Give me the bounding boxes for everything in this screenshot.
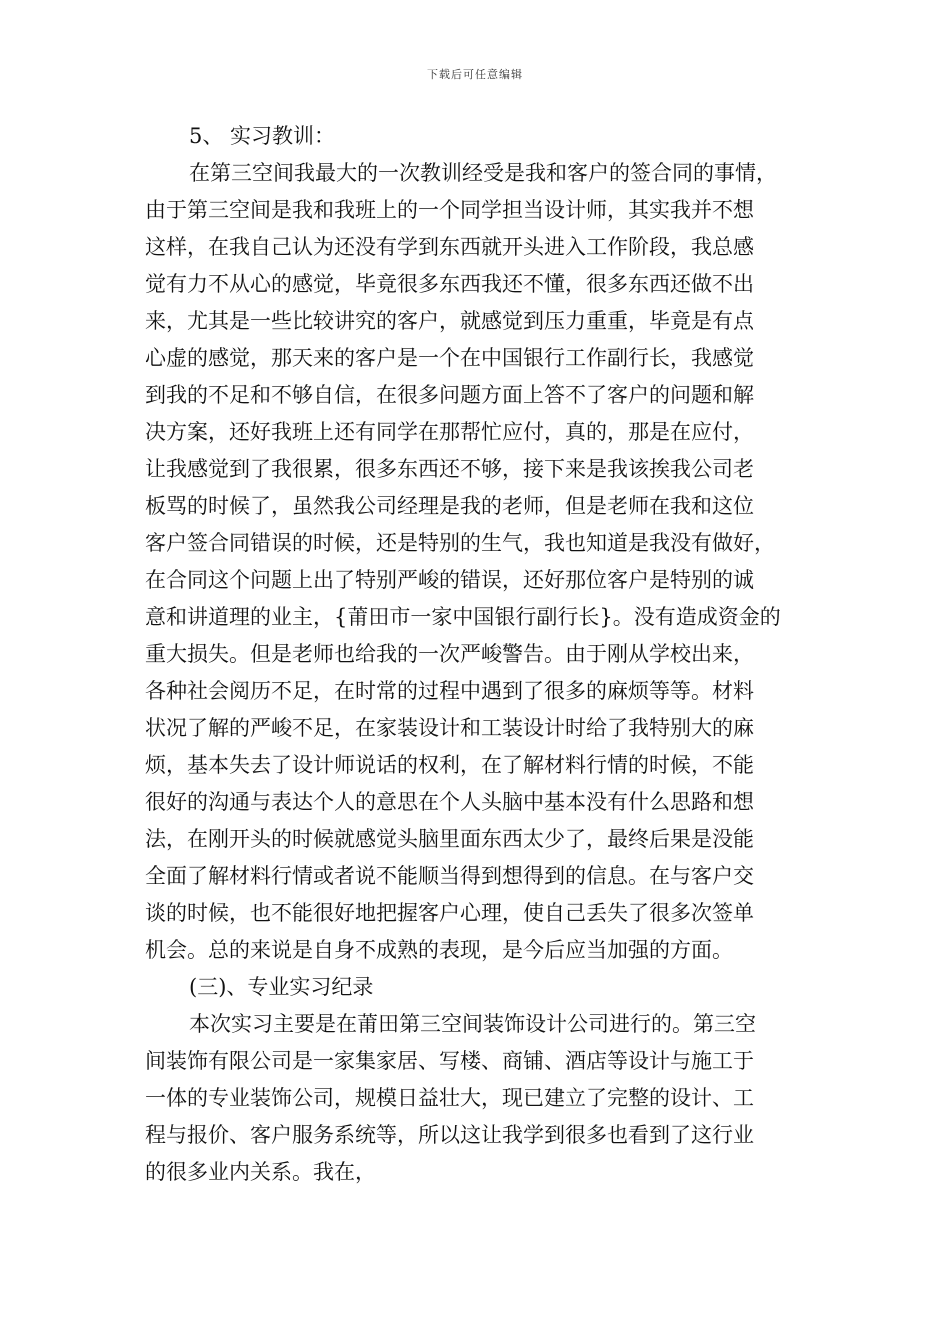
paragraph-line: 很好的沟通与表达个人的意思在个人头脑中基本没有什么思路和想 xyxy=(145,790,754,814)
paragraph-line: 板骂的时候了，虽然我公司经理是我的老师，但是老师在我和这位 xyxy=(145,494,754,518)
paragraph-line: 客户签合同错误的时候，还是特别的生气，我也知道是我没有做好， xyxy=(145,531,775,555)
page-header: 下载后可任意编辑 xyxy=(427,68,523,81)
paragraph-line: 的很多业内关系。我在， xyxy=(145,1160,376,1184)
paragraph-line: 烦，基本失去了设计师说话的权利，在了解材料行情的时候，不能 xyxy=(145,753,754,777)
paragraph-line: 各种社会阅历不足，在时常的过程中遇到了很多的麻烦等等。材料 xyxy=(145,679,754,703)
paragraph-line: 间装饰有限公司是一家集家居、写楼、商铺、酒店等设计与施工于 xyxy=(145,1049,754,1073)
paragraph-line: 本次实习主要是在莆田第三空间装饰设计公司进行的。第三空 xyxy=(189,1012,756,1036)
paragraph-line: 重大损失。但是老师也给我的一次严峻警告。由于刚从学校出来， xyxy=(145,642,754,666)
paragraph-line: 到我的不足和不够自信，在很多问题方面上答不了客户的问题和解 xyxy=(145,383,754,407)
paragraph-line: 全面了解材料行情或者说不能顺当得到想得到的信息。在与客户交 xyxy=(145,864,754,888)
paragraph-line: 在合同这个问题上出了特别严峻的错误，还好那位客户是特别的诚 xyxy=(145,568,754,592)
paragraph-line: 意和讲道理的业主，{莆田市一家中国银行副行长}。没有造成资金的 xyxy=(145,605,781,629)
paragraph-line: 觉有力不从心的感觉，毕竟很多东西我还不懂，很多东西还做不出 xyxy=(145,272,754,296)
document-body xyxy=(145,118,805,1191)
paragraph-line: 让我感觉到了我很累，很多东西还不够，接下来是我该挨我公司老 xyxy=(145,457,754,481)
paragraph-line: 谈的时候，也不能很好地把握客户心理，使自己丢失了很多次签单 xyxy=(145,901,754,925)
paragraph-line: 这样，在我自己认为还没有学到东西就开头进入工作阶段，我总感 xyxy=(145,235,754,259)
paragraph-line: 来，尤其是一些比较讲究的客户，就感觉到压力重重，毕竟是有点 xyxy=(145,309,754,333)
paragraph-line: 一体的专业装饰公司，规模日益壮大，现已建立了完整的设计、工 xyxy=(145,1086,754,1110)
section-heading: 5、 实习教训： xyxy=(189,124,336,148)
paragraph-line: 法，在刚开头的时候就感觉头脑里面东西太少了，最终后果是没能 xyxy=(145,827,754,851)
paragraph-line: 由于第三空间是我和我班上的一个同学担当设计师，其实我并不想 xyxy=(145,198,754,222)
paragraph-line: 在第三空间我最大的一次教训经受是我和客户的签合同的事情， xyxy=(189,161,777,185)
paragraph-line: 状况了解的严峻不足，在家装设计和工装设计时给了我特别大的麻 xyxy=(145,716,754,740)
paragraph-line: 决方案，还好我班上还有同学在那帮忙应付，真的，那是在应付， xyxy=(145,420,754,444)
section-heading: (三)、专业实习纪录 xyxy=(189,975,374,999)
paragraph-line: 机会。总的来说是自身不成熟的表现，是今后应当加强的方面。 xyxy=(145,938,733,962)
paragraph-line: 程与报价、客户服务系统等，所以这让我学到很多也看到了这行业 xyxy=(145,1123,754,1147)
paragraph-line: 心虚的感觉，那天来的客户是一个在中国银行工作副行长，我感觉 xyxy=(145,346,754,370)
